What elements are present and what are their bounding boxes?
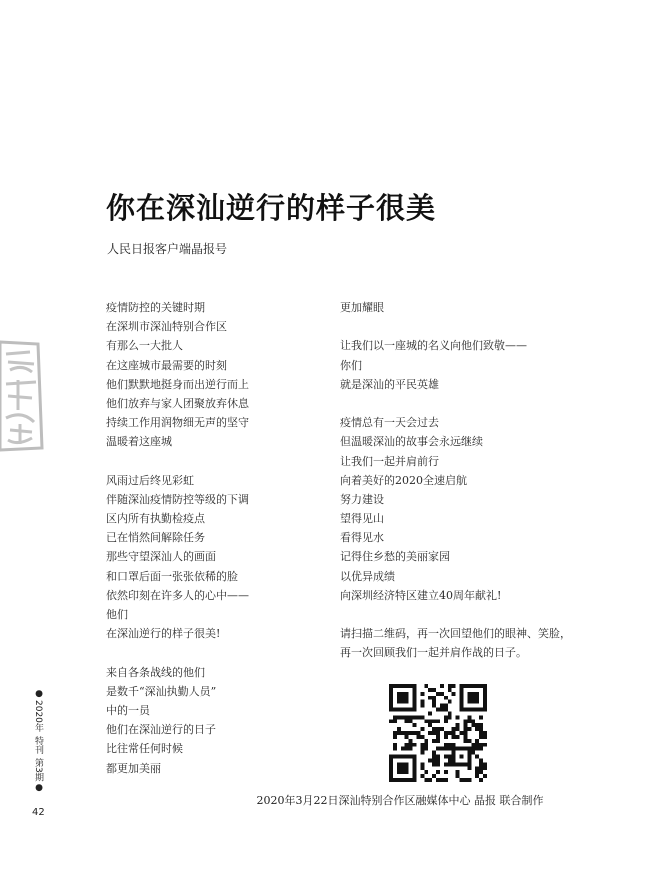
poem-column-right	[340, 298, 580, 663]
poem-line: 疫情防控的关键时期	[106, 301, 205, 314]
poem-line: 向深圳经济特区建立40周年献礼!	[340, 588, 502, 602]
poem-line: 依然印刻在许多人的心中——	[106, 588, 249, 602]
stanza-gap	[340, 394, 580, 413]
poem-line: 风雨过后终见彩虹	[106, 473, 194, 487]
stanza-gap	[106, 452, 306, 471]
stanza-gap	[106, 643, 306, 662]
poem-line: 望得见山	[340, 512, 384, 526]
poem-line: 持续工作用润物细无声的坚守	[106, 416, 249, 430]
poem-line: 和口罩后面一张张依稀的脸	[106, 569, 238, 583]
poem-line: 疫情总有一天会过去	[340, 416, 439, 430]
poem-line: 温暖着这座城	[106, 435, 172, 449]
poem-line: 在深汕逆行的样子很美!	[106, 627, 221, 641]
seal-stamp-icon	[0, 340, 44, 452]
poem-line: 他们	[106, 608, 128, 621]
issue-number: 第3期	[33, 757, 43, 782]
stanza-gap	[340, 605, 580, 624]
poem-line: 你们	[340, 358, 362, 372]
poem-line: 看得见水	[340, 531, 384, 545]
poem-line: 以优异成绩	[340, 569, 395, 583]
poem-line: 是数千“深汕执勤人员”	[106, 684, 217, 698]
bullet-icon: ●	[35, 782, 43, 793]
poem-line: 他们放弃与家人团聚放弃休息	[106, 396, 249, 410]
qr-code[interactable]	[389, 684, 487, 782]
poem-line: 在这座城市最需要的时刻	[106, 358, 227, 372]
poem-line: 比往常任何时候	[106, 742, 183, 756]
poem-line: 让我们以一座城的名义向他们致敬——	[340, 339, 527, 353]
article-byline: 人民日报客户端晶报号	[107, 242, 228, 256]
production-credit: 2020年3月22日深汕特别合作区融媒体中心 晶报 联合制作	[256, 794, 544, 807]
poem-line: 有那么一大批人	[106, 339, 183, 353]
poem-line: 都更加美丽	[106, 761, 161, 775]
poem-line: 他们在深汕逆行的日子	[106, 723, 216, 737]
poem-line: 但温暖深汕的故事会永远继续	[340, 435, 483, 449]
article-title: 你在深汕逆行的样子很美	[106, 191, 437, 225]
issue-year: 2020年	[33, 700, 43, 732]
issue-label	[32, 688, 46, 794]
issue-special: 特刊	[33, 735, 43, 754]
poem-column-left	[106, 298, 306, 778]
poem-line: 那些守望深汕人的画面	[106, 550, 216, 564]
poem-line: 向着美好的2020全速启航	[340, 473, 467, 487]
poem-line: 他们默默地挺身而出逆行而上	[106, 377, 249, 391]
qr-prompt-text: 请扫描二维码，再一次回望他们的眼神、笑脸，再一次回顾我们一起并肩作战的日子。	[340, 627, 571, 660]
stanza-gap	[340, 317, 580, 336]
poem-line: 让我们一起并肩前行	[340, 454, 439, 468]
page-number: 42	[32, 807, 45, 818]
poem-line: 更加耀眼	[340, 301, 384, 314]
bullet-icon: ●	[35, 689, 43, 699]
poem-line: 中的一员	[106, 703, 150, 717]
poem-line: 记得住乡愁的美丽家园	[340, 550, 450, 564]
poem-line: 在深圳市深汕特别合作区	[106, 320, 227, 334]
poem-line: 区内所有执勤检疫点	[106, 512, 205, 526]
poem-line: 努力建设	[340, 492, 384, 506]
poem-line: 已在悄然间解除任务	[106, 531, 205, 545]
poem-line: 就是深汕的平民英雄	[340, 377, 439, 391]
poem-line: 伴随深汕疫情防控等级的下调	[106, 492, 249, 506]
poem-line: 来自各条战线的他们	[106, 665, 205, 679]
